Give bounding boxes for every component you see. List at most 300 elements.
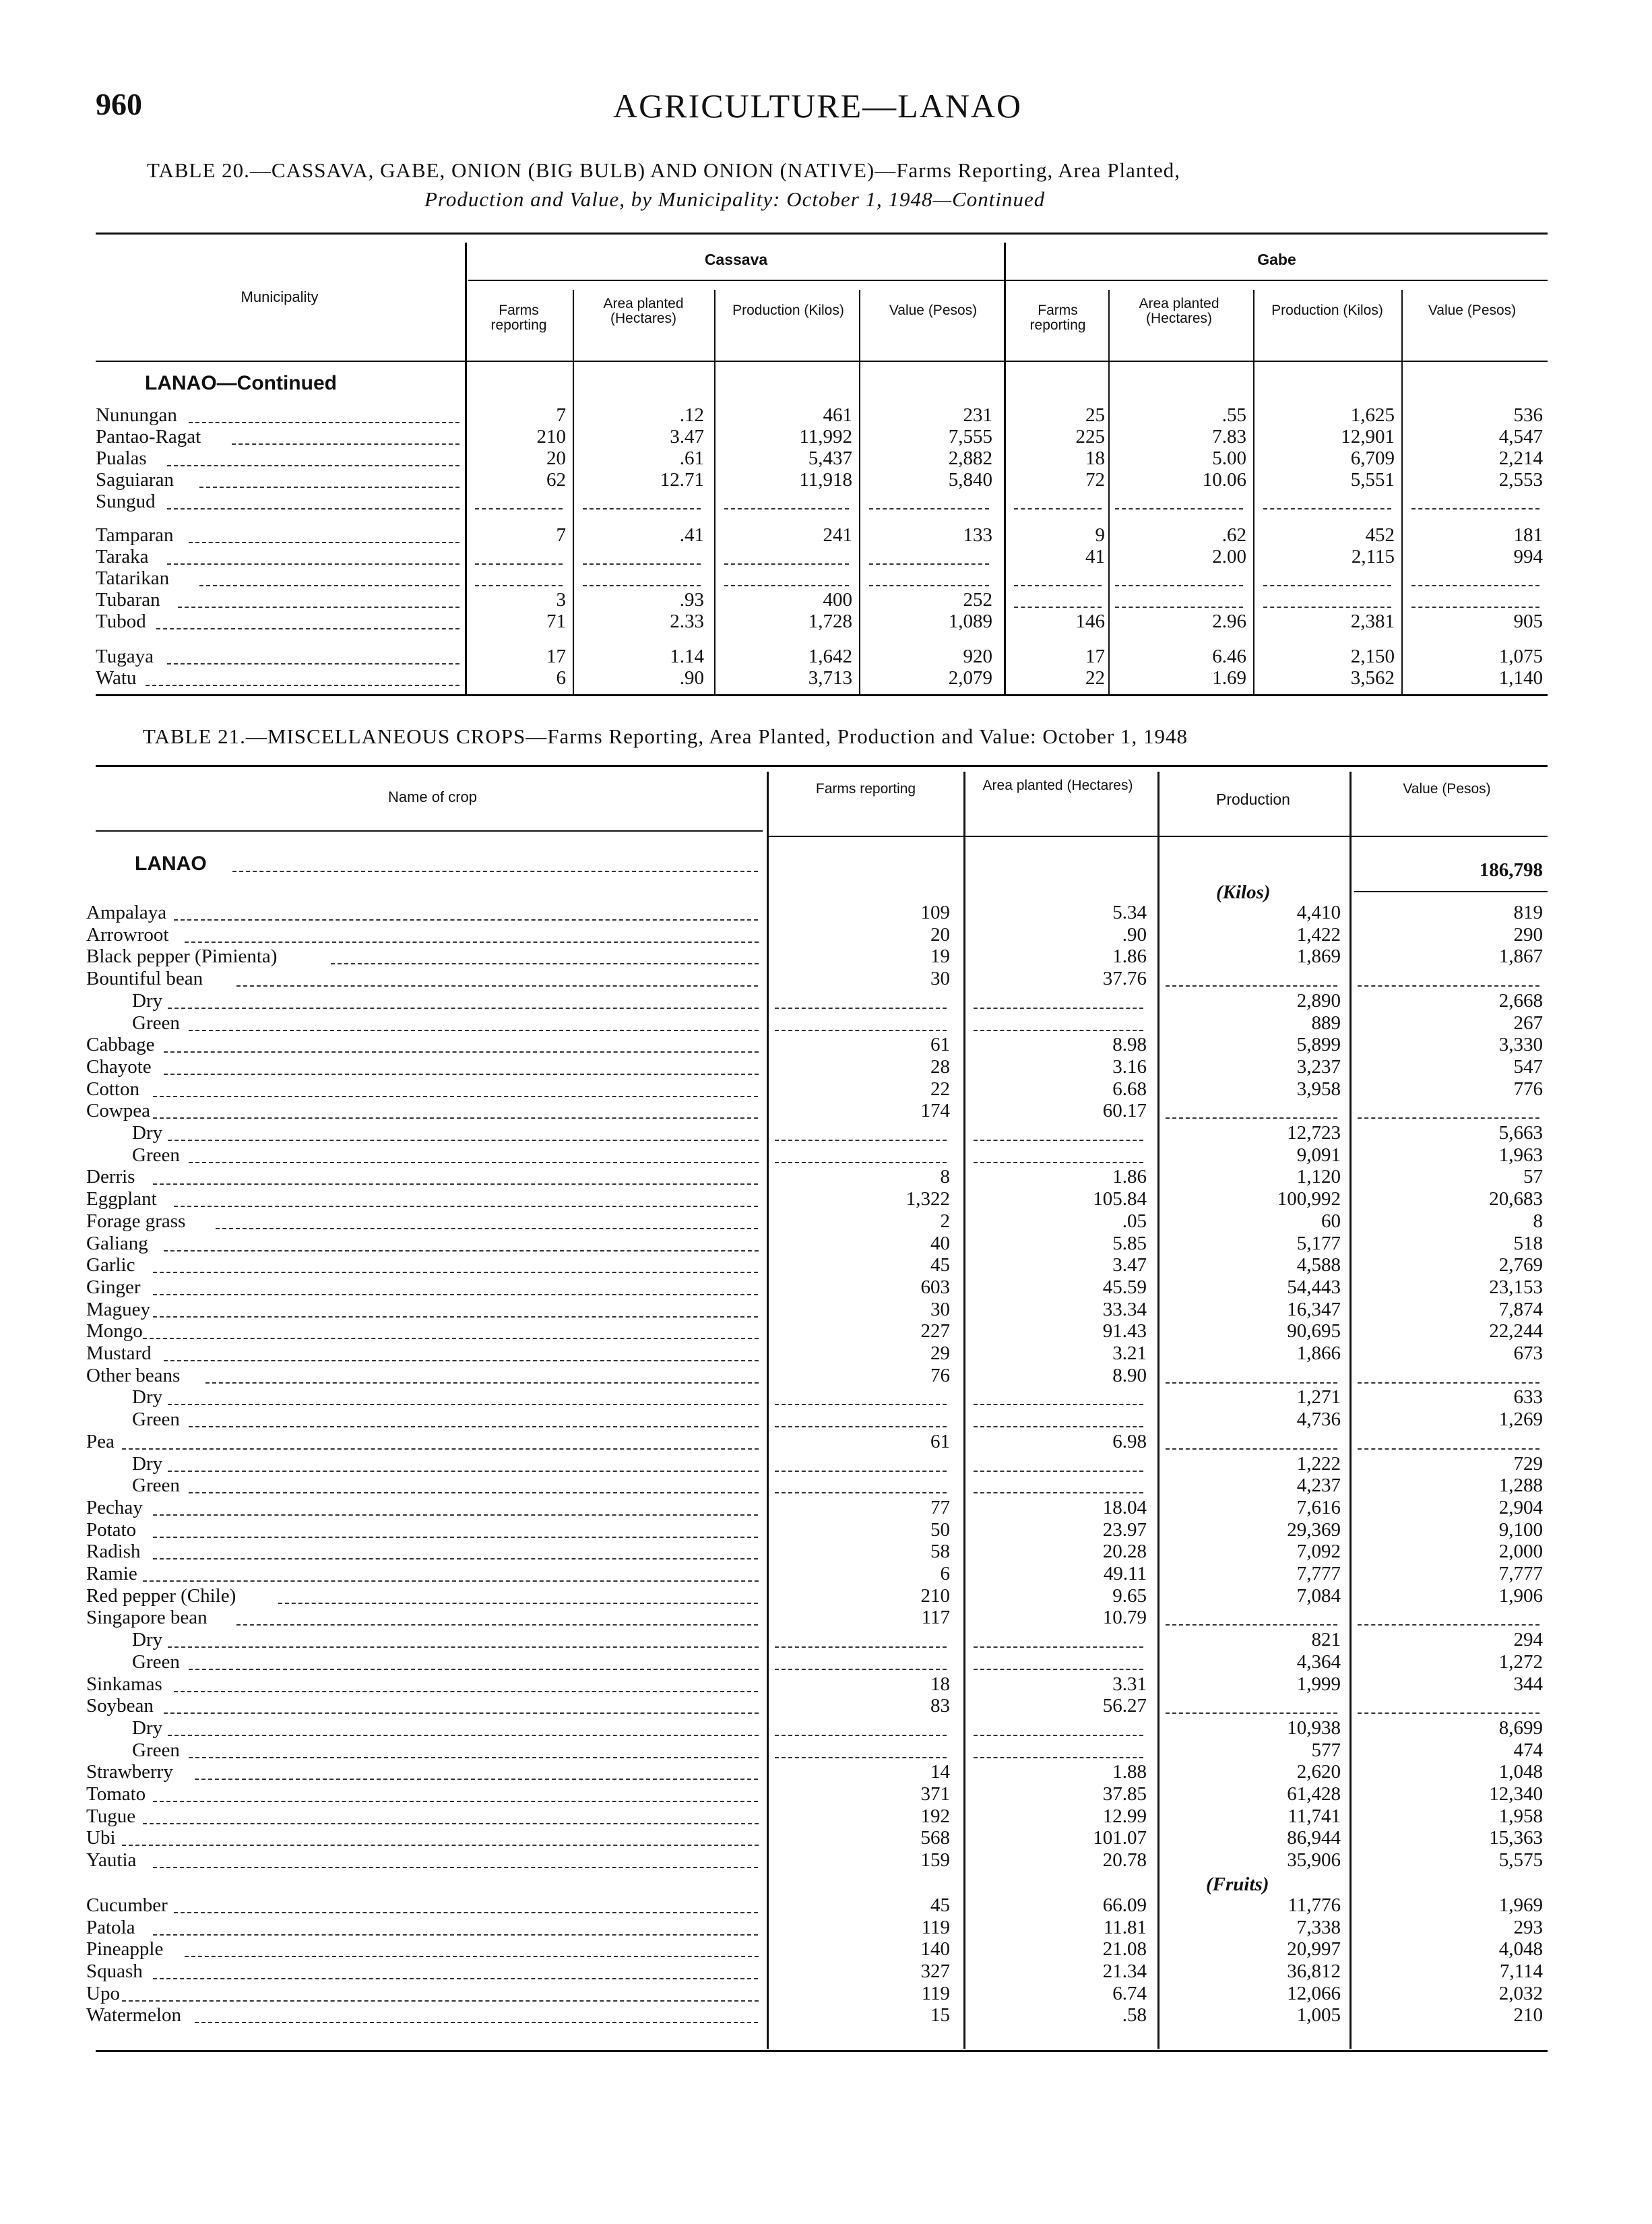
leader-dots [143, 1823, 759, 1824]
leader-dots [168, 1646, 759, 1648]
empty-cell-dots [1358, 1117, 1539, 1119]
table21-cell-farms: 227 [920, 1320, 950, 1342]
table20-cell: 12.71 [660, 469, 704, 491]
leader-dots [174, 919, 758, 921]
table21-crop-sublabel: Green [132, 1475, 180, 1496]
empty-cell-dots [775, 1008, 947, 1009]
table20-group-gabe: Gabe [1257, 251, 1296, 268]
table21-cell-area: 18.04 [1102, 1497, 1147, 1518]
empty-cell-dots [775, 1140, 947, 1141]
table21-col-farms: Farms reporting [815, 781, 916, 797]
table20-cell: 1.69 [1212, 667, 1246, 689]
table21-crop-label: Cucumber [86, 1894, 168, 1916]
table20-divider-groups [1004, 243, 1006, 694]
empty-cell-dots [775, 1757, 947, 1758]
table21-cell-prod: 2,890 [1296, 990, 1341, 1012]
table21-crop-label: Bountiful bean [86, 968, 203, 989]
leader-dots [278, 1603, 758, 1604]
table21-cell-value: 1,272 [1498, 1651, 1543, 1673]
empty-cell-dots [974, 1008, 1143, 1009]
table20-municipality-label: Tugaya [96, 646, 154, 667]
table21-cell-value: 1,867 [1498, 946, 1543, 967]
empty-cell-dots [775, 1404, 947, 1405]
table21-cell-area: 1.86 [1112, 1166, 1147, 1187]
table20-col-sep [1253, 290, 1254, 694]
table21-cell-value: 210 [1513, 2004, 1543, 2026]
table21-cell-farms: 174 [920, 1100, 950, 1121]
table21-cell-prod: 4,410 [1296, 902, 1341, 923]
empty-cell-dots [775, 1162, 947, 1163]
table21-crop-label: Cotton [86, 1078, 139, 1100]
table21-crop-label: Other beans [86, 1365, 181, 1386]
table21-cell-farms: 8 [940, 1166, 950, 1187]
table21-cell-area: 1.88 [1112, 1761, 1147, 1783]
table21-cell-value: 518 [1513, 1233, 1543, 1254]
table20-cell: 1,625 [1350, 404, 1395, 426]
table21-crop-label: Tugue [86, 1805, 136, 1827]
table20-cell: .41 [679, 524, 704, 546]
table21-crop-sublabel: Green [132, 1739, 180, 1761]
table21-cell-value: 9,100 [1498, 1519, 1543, 1541]
table20-cell: 2.33 [670, 611, 704, 632]
table21-cell-farms: 14 [930, 1761, 950, 1783]
table20-bottom-rule [96, 694, 1548, 696]
table20-municipality-label: Tamparan [96, 524, 174, 546]
table21-col-name: Name of crop [387, 789, 478, 805]
leader-dots [174, 1206, 758, 1207]
table20-group-rule [468, 280, 1548, 281]
leader-dots [143, 1338, 759, 1339]
table20-cell: 181 [1513, 524, 1543, 546]
table21-cell-farms: 568 [920, 1827, 950, 1849]
leader-dots [199, 585, 459, 586]
table21-cell-area: 3.16 [1112, 1056, 1147, 1078]
table21-cell-prod: 1,005 [1296, 2004, 1341, 2026]
table21-cell-area: 105.84 [1093, 1188, 1147, 1210]
table21-cell-area: 8.90 [1112, 1365, 1147, 1386]
table21-cell-area: 12.99 [1102, 1805, 1147, 1827]
table21-crop-label: Arrowroot [86, 924, 169, 946]
table21-crop-label: Soybean [86, 1695, 154, 1717]
table21-crop-label: Forage grass [86, 1210, 186, 1232]
table21-cell-value: 2,668 [1498, 990, 1543, 1012]
table20-municipality-label: Nunungan [96, 404, 177, 426]
table21-cell-prod: 61,428 [1287, 1783, 1341, 1805]
leader-dots [174, 1691, 758, 1692]
table21-crop-label: Garlic [86, 1254, 135, 1276]
table21-cell-farms: 45 [930, 1894, 950, 1916]
leader-dots [153, 1096, 758, 1097]
table20-cell: 11,992 [799, 426, 852, 447]
table21-cell-value: 2,032 [1498, 1983, 1543, 2004]
table20-cell: 2,381 [1350, 611, 1395, 632]
empty-cell-dots [475, 585, 563, 586]
empty-cell-dots [974, 1735, 1143, 1736]
table21-crop-sublabel: Green [132, 1012, 180, 1034]
table21-cell-area: 66.09 [1102, 1894, 1147, 1916]
table21-cell-value: 7,874 [1498, 1299, 1543, 1320]
leader-dots [164, 1250, 759, 1252]
table21-cell-farms: 77 [930, 1497, 950, 1518]
table21-cell-value: 22,244 [1489, 1320, 1543, 1342]
table20-cell: 20 [546, 447, 566, 469]
table21-cell-farms: 2 [940, 1210, 950, 1232]
table21-cell-prod: 577 [1311, 1739, 1341, 1761]
table20-cell: .12 [679, 404, 704, 426]
table20-group-cassava: Cassava [704, 251, 768, 268]
empty-cell-dots [1411, 508, 1539, 509]
table21-cell-value: 267 [1513, 1012, 1543, 1034]
table20-header-rule [96, 361, 1548, 362]
table21-cell-prod: 1,120 [1296, 1166, 1341, 1187]
empty-cell-dots [1358, 1382, 1539, 1384]
table21-total-value: 186,798 [1479, 859, 1543, 881]
table21-cell-value: 7,114 [1499, 1960, 1543, 1982]
table21-bottom-rule [96, 2050, 1548, 2052]
table20-cell: 9 [1095, 524, 1105, 546]
leader-dots [168, 1140, 759, 1141]
table21-cell-area: 101.07 [1093, 1827, 1147, 1849]
table21-cell-value: 5,575 [1498, 1849, 1543, 1871]
table21-cell-value: 729 [1513, 1453, 1543, 1475]
table21-cell-value: 8 [1533, 1210, 1543, 1232]
empty-cell-dots [974, 1471, 1143, 1472]
table21-cell-value: 1,048 [1498, 1761, 1543, 1783]
table21-cell-area: 3.31 [1112, 1673, 1147, 1695]
table21-cell-value: 23,153 [1489, 1276, 1543, 1298]
table20-cell: 3,713 [808, 667, 852, 689]
table21-cell-value: 2,904 [1498, 1497, 1543, 1518]
empty-cell-dots [1166, 1712, 1337, 1714]
empty-cell-dots [974, 1646, 1143, 1648]
table21-cell-value: 633 [1513, 1386, 1543, 1408]
table21-cell-area: 9.65 [1112, 1585, 1147, 1607]
table20-cell: 133 [963, 524, 992, 546]
leader-dots [153, 1934, 758, 1936]
leader-dots [236, 985, 758, 987]
table21-crop-label: Yautia [86, 1849, 137, 1871]
table20-cell: 461 [823, 404, 852, 426]
table20-section-label: LANAO—Continued [145, 372, 337, 394]
table21-cell-area: 6.68 [1112, 1078, 1147, 1100]
leader-dots [153, 1117, 758, 1119]
table20-cell: 6 [556, 667, 566, 689]
table20-cell: 252 [963, 589, 992, 611]
table21-crop-label: Red pepper (Chile) [86, 1585, 236, 1607]
table21-cell-prod: 12,723 [1287, 1122, 1341, 1144]
empty-cell-dots [775, 1646, 947, 1648]
leader-dots [189, 422, 459, 423]
table21-cell-prod: 7,338 [1296, 1917, 1341, 1938]
table20-cell: 452 [1365, 524, 1395, 546]
table20-cell: 1,642 [808, 646, 852, 667]
table20-municipality-label: Saguiaran [96, 469, 174, 491]
leader-dots [199, 487, 459, 488]
table20-cell: 1.14 [670, 646, 704, 667]
leader-dots [167, 508, 459, 509]
table21-cell-prod: 54,443 [1287, 1276, 1341, 1298]
table21-crop-label: Galiang [86, 1233, 148, 1254]
table21-col-area: Area planted (Hectares) [982, 778, 1133, 793]
table20-cell: 11,918 [799, 469, 852, 491]
table21-cell-farms: 45 [930, 1254, 950, 1276]
table21-unit-fruits: (Fruits) [1206, 1874, 1269, 1895]
table20-col-sep [859, 290, 860, 694]
leader-dots [189, 1669, 759, 1670]
table21-cell-value: 7,777 [1498, 1563, 1543, 1584]
empty-cell-dots [974, 1140, 1143, 1141]
table20-cell: 7 [556, 404, 566, 426]
table20-cell: 4,547 [1498, 426, 1543, 447]
leader-dots [167, 563, 459, 565]
table21-cell-prod: 36,812 [1287, 1960, 1341, 1982]
leader-dots [164, 1712, 759, 1714]
table21-cell-area: 20.28 [1102, 1541, 1147, 1562]
table20-cell: 25 [1085, 404, 1105, 426]
table21-cell-farms: 40 [930, 1233, 950, 1254]
table21-cell-prod: 1,271 [1296, 1386, 1341, 1408]
table21-cell-prod: 4,237 [1296, 1475, 1341, 1496]
table20-col-cassava-value: Value (Pesos) [889, 303, 978, 318]
table20-cell: 10.06 [1202, 469, 1246, 491]
leader-dots [153, 1537, 758, 1538]
table20-cell: 1,075 [1498, 646, 1543, 667]
table21-cell-prod: 821 [1311, 1629, 1341, 1650]
table21-cell-value: 290 [1513, 924, 1543, 946]
table20-municipality-label: Tubod [96, 611, 146, 632]
table21-cell-prod: 1,422 [1296, 924, 1341, 946]
table21-cell-area: 5.34 [1112, 902, 1147, 923]
table21-crop-label: Singapore bean [86, 1607, 208, 1628]
empty-cell-dots [869, 508, 989, 509]
table20-cell: 210 [536, 426, 566, 447]
table20-cell: 2,882 [948, 447, 992, 469]
table21-cell-farms: 117 [921, 1607, 950, 1628]
table20-cell: 18 [1085, 447, 1105, 469]
table21-crop-label: Pea [86, 1431, 115, 1452]
table21-cell-prod: 1,866 [1296, 1342, 1341, 1364]
table21-crop-label: Ampalaya [86, 902, 167, 923]
table21-cell-value: 8,699 [1498, 1717, 1543, 1739]
table21-cell-value: 547 [1513, 1056, 1543, 1078]
table21-crop-label: Ubi [86, 1827, 116, 1849]
table21-cell-prod: 7,777 [1296, 1563, 1341, 1584]
empty-cell-dots [1014, 585, 1102, 586]
table21-cell-value: 673 [1513, 1342, 1543, 1364]
table20-cell: 536 [1513, 404, 1543, 426]
table21-cell-area: 6.98 [1112, 1431, 1147, 1452]
leader-dots [331, 963, 759, 964]
table20-stub-header: Municipality [241, 288, 319, 305]
table21-cell-farms: 140 [920, 1938, 950, 1960]
table21-cell-value: 1,288 [1498, 1475, 1543, 1496]
leader-dots [153, 1183, 758, 1185]
table20-cell: 5,840 [948, 469, 992, 491]
table21-crop-sublabel: Green [132, 1651, 180, 1673]
table20-cell: .93 [679, 589, 704, 611]
table21-cell-farms: 119 [921, 1917, 950, 1938]
table20-cell: .62 [1221, 524, 1246, 546]
table21-cell-area: 6.74 [1112, 1983, 1147, 2004]
table21-cell-prod: 1,869 [1296, 946, 1341, 967]
leader-dots [195, 2022, 758, 2023]
leader-dots [189, 1492, 759, 1493]
table21-cell-area: 1.86 [1112, 946, 1147, 967]
table21-cell-value: 776 [1513, 1078, 1543, 1100]
table21-crop-sublabel: Dry [132, 1629, 163, 1650]
table20-col-sep [1108, 290, 1110, 694]
page-number: 960 [96, 87, 142, 121]
table21-cell-prod: 7,092 [1296, 1541, 1341, 1562]
table21-cell-farms: 371 [920, 1783, 950, 1805]
table21-cell-prod: 16,347 [1287, 1299, 1341, 1320]
table21-crop-label: Radish [86, 1541, 141, 1562]
table21-cell-area: 37.85 [1102, 1783, 1147, 1805]
table21-cell-farms: 6 [940, 1563, 950, 1584]
table21-cell-prod: 100,992 [1277, 1188, 1341, 1210]
table21-cell-prod: 11,776 [1288, 1894, 1341, 1916]
table21-cell-prod: 3,958 [1296, 1078, 1341, 1100]
table21-crop-label: Pineapple [86, 1938, 164, 1960]
table20-cell: 2,150 [1350, 646, 1395, 667]
empty-cell-dots [1263, 607, 1391, 608]
table20-municipality-label: Watu [96, 667, 137, 689]
table20-cell: 2,553 [1498, 469, 1543, 491]
table21-crop-label: Ramie [86, 1563, 137, 1584]
table21-col-sep [1349, 772, 1352, 2049]
table20-municipality-label: Tatarikan [96, 567, 170, 589]
table21-crop-label: Potato [86, 1519, 137, 1541]
table20-col-gabe-area: Area planted (Hectares) [1139, 296, 1219, 326]
table20-cell: 3,562 [1350, 667, 1395, 689]
table21-crop-label: Pechay [86, 1497, 143, 1518]
table21-cell-area: 91.43 [1102, 1320, 1147, 1342]
leader-dots [153, 1558, 758, 1559]
table21-cell-area: 21.08 [1102, 1938, 1147, 1960]
table21-cell-prod: 86,944 [1287, 1827, 1341, 1849]
table21-cell-area: 60.17 [1102, 1100, 1147, 1121]
table21-cell-value: 12,340 [1489, 1783, 1543, 1805]
table21-crop-sublabel: Green [132, 1409, 180, 1430]
table21-crop-sublabel: Dry [132, 1717, 163, 1739]
table21-crop-sublabel: Dry [132, 990, 163, 1012]
table20-cell: 7,555 [948, 426, 992, 447]
leader-dots [205, 1382, 759, 1384]
table20-cell: 2,079 [948, 667, 992, 689]
table21-cell-value: 57 [1523, 1166, 1543, 1187]
empty-cell-dots [1166, 1448, 1337, 1450]
leader-dots [189, 1030, 759, 1031]
leader-dots [122, 1448, 759, 1450]
table21-cell-farms: 210 [920, 1585, 950, 1607]
table20-col-sep [573, 290, 574, 694]
leader-dots [178, 607, 459, 608]
empty-cell-dots [775, 1426, 947, 1427]
table21-crop-sublabel: Dry [132, 1386, 163, 1408]
table21-top-rule [96, 765, 1548, 767]
leader-dots [216, 1228, 758, 1229]
table21-cell-prod: 4,588 [1296, 1254, 1341, 1276]
table21-cell-area: .58 [1122, 2004, 1147, 2026]
leader-dots [143, 1580, 759, 1582]
empty-cell-dots [724, 508, 849, 509]
table21-cell-value: 20,683 [1489, 1188, 1543, 1210]
table21-crop-label: Strawberry [86, 1761, 173, 1783]
table20-col-gabe-production: Production (Kilos) [1271, 303, 1383, 318]
table20-municipality-label: Tubaran [96, 589, 160, 611]
table20-cell: 231 [963, 404, 992, 426]
empty-cell-dots [1358, 1712, 1539, 1714]
table21-cell-farms: 1,322 [906, 1188, 950, 1210]
table21-cell-value: 1,906 [1498, 1585, 1543, 1607]
empty-cell-dots [724, 563, 849, 565]
table20-cell: 3 [556, 589, 566, 611]
empty-cell-dots [1166, 1624, 1337, 1626]
table21-cell-farms: 61 [930, 1034, 950, 1055]
table21-cell-prod: 12,066 [1287, 1983, 1341, 2004]
empty-cell-dots [869, 585, 989, 586]
empty-cell-dots [724, 585, 849, 586]
table20-cell: 2,214 [1498, 447, 1543, 469]
table21-crop-label: Mustard [86, 1342, 152, 1364]
table20-cell: 62 [546, 469, 566, 491]
table21-cell-farms: 61 [930, 1431, 950, 1452]
table21-cell-area: 45.59 [1102, 1276, 1147, 1298]
table20-col-gabe-value: Value (Pesos) [1428, 303, 1517, 318]
table20-cell: 12,901 [1341, 426, 1395, 447]
table21-cell-value: 1,269 [1498, 1409, 1543, 1430]
table21-cell-area: .90 [1122, 924, 1147, 946]
table20-cell: 6.46 [1212, 646, 1246, 667]
table21-cell-farms: 28 [930, 1056, 950, 1078]
table20-col-sep [714, 290, 716, 694]
table20-cell: 1,089 [948, 611, 992, 632]
table21-caption: TABLE 21.—MISCELLANEOUS CROPS—Farms Reporting, Area Planted, Production and Value: October 1, 1948 [143, 724, 1188, 748]
table21-cell-prod: 7,616 [1296, 1497, 1341, 1518]
table21-cell-value: 3,330 [1498, 1034, 1543, 1055]
table20-caption-line2: Production and Value, by Municipality: October 1, 1948—Continued [424, 187, 1046, 211]
table20-cell: 7.83 [1212, 426, 1246, 447]
table21-crop-label: Derris [86, 1166, 135, 1187]
table21-crop-label: Tomato [86, 1783, 146, 1805]
leader-dots [195, 1779, 758, 1780]
table21-cell-value: 2,000 [1498, 1541, 1543, 1562]
table21-cell-farms: 29 [930, 1342, 950, 1364]
leader-dots [164, 1051, 759, 1053]
leader-dots [167, 465, 459, 466]
leader-dots [168, 1008, 759, 1009]
table20-cell: .90 [679, 667, 704, 689]
leader-dots [153, 1316, 758, 1318]
empty-cell-dots [583, 585, 701, 586]
empty-cell-dots [1411, 607, 1539, 608]
table21-cell-prod: 4,736 [1296, 1409, 1341, 1430]
empty-cell-dots [974, 1426, 1143, 1427]
table21-cell-area: 23.97 [1102, 1519, 1147, 1541]
leader-dots [164, 1074, 759, 1075]
table21-cell-area: 3.47 [1112, 1254, 1147, 1276]
table21-col-value: Value (Pesos) [1403, 781, 1491, 797]
leader-dots [122, 1845, 759, 1846]
table21-cell-area: 49.11 [1103, 1563, 1147, 1584]
empty-cell-dots [974, 1162, 1143, 1163]
table20-cell: 5,551 [1350, 469, 1395, 491]
page-title: AGRICULTURE—LANAO [613, 87, 1023, 125]
table20-cell: 3.47 [670, 426, 704, 447]
empty-cell-dots [1166, 1382, 1337, 1384]
table21-crop-label: Upo [86, 1983, 120, 2004]
table21-crop-sublabel: Dry [132, 1122, 163, 1144]
